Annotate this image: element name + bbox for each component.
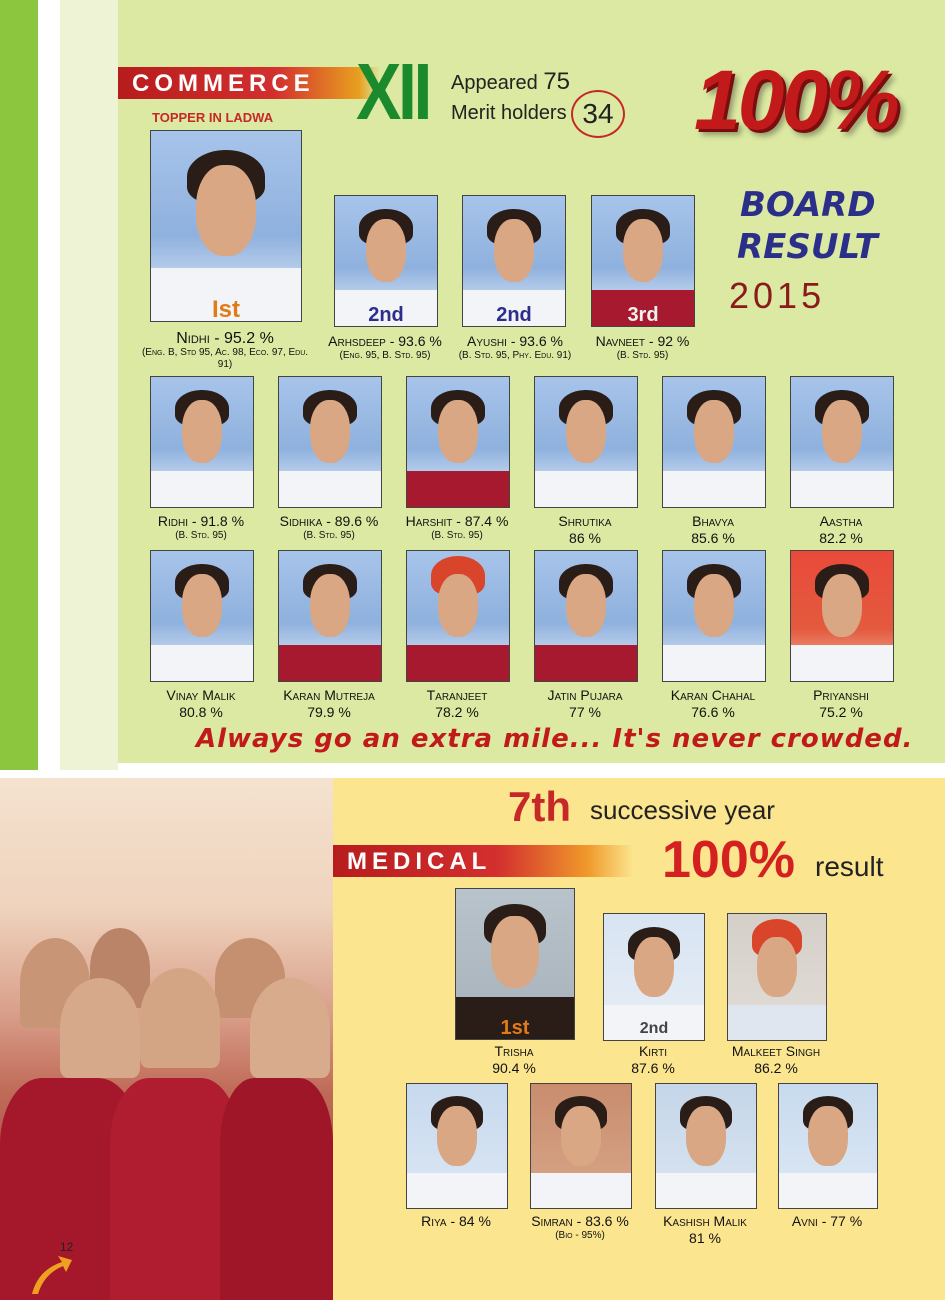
student-caption: Riya - 84 % bbox=[421, 1213, 491, 1229]
student-photo bbox=[334, 195, 438, 327]
student-caption: Malkeet Singh 86.2 % bbox=[731, 1043, 821, 1076]
student-caption: Ridhi - 91.8 % (B. Std. 95) bbox=[157, 513, 245, 541]
student-caption: Jatin Pujara 77 % bbox=[547, 687, 623, 720]
rank-badge: 2nd bbox=[639, 1020, 669, 1037]
year-label: 2015 bbox=[729, 275, 826, 316]
student-caption: Taranjeet 78.2 % bbox=[426, 687, 488, 720]
class-xii-label: XII bbox=[356, 47, 429, 136]
hundred-percent-label: 100% bbox=[662, 831, 795, 889]
arrow-icon bbox=[28, 1250, 76, 1298]
slogan: Always go an extra mile... It's never crowded. bbox=[196, 724, 914, 754]
result-word: result bbox=[815, 851, 884, 882]
student-photo bbox=[530, 1083, 632, 1209]
student-caption: Bhavya 85.6 % bbox=[691, 513, 735, 546]
student-caption: Navneet - 92 % (B. Std. 95) bbox=[595, 333, 690, 361]
student-caption: Simran - 83.6 % (Bio - 95%) bbox=[531, 1213, 629, 1241]
group-photo bbox=[0, 778, 333, 1300]
student-photo bbox=[534, 376, 638, 508]
page-number: 12 bbox=[60, 1240, 74, 1254]
green-side-strip bbox=[0, 0, 38, 770]
student-photo bbox=[150, 550, 254, 682]
medical-banner bbox=[333, 845, 633, 877]
hundred-percent-logo: 100% bbox=[694, 53, 897, 147]
result-label: RESULT bbox=[737, 227, 878, 267]
medical-banner-label: MEDICAL bbox=[347, 848, 492, 875]
student-photo bbox=[455, 888, 575, 1040]
student-caption: Sidhika - 89.6 % (B. Std. 95) bbox=[279, 513, 379, 541]
student-photo bbox=[406, 376, 510, 508]
appeared-stat bbox=[451, 68, 570, 96]
student-caption: Arhsdeep - 93.6 % (Eng. 95, B. Std. 95) bbox=[328, 333, 442, 361]
student-caption: Aastha 82.2 % bbox=[819, 513, 863, 546]
successive-year-label: successive year bbox=[590, 795, 775, 825]
student-caption: Kirti 87.6 % bbox=[631, 1043, 675, 1076]
student-photo bbox=[790, 376, 894, 508]
rank-badge: 3rd bbox=[627, 304, 659, 326]
student-caption: Shrutika 86 % bbox=[558, 513, 612, 546]
student-photo bbox=[406, 550, 510, 682]
merit-label: Merit holders bbox=[451, 102, 567, 124]
student-caption: Avni - 77 % bbox=[791, 1213, 863, 1229]
seventh-label: 7th bbox=[508, 783, 571, 830]
appeared-label: Appeared bbox=[451, 72, 538, 94]
student-photo bbox=[150, 376, 254, 508]
rank-badge: 2nd bbox=[368, 304, 404, 326]
student-caption: Karan Chahal 76.6 % bbox=[670, 687, 756, 720]
student-photo bbox=[603, 913, 705, 1041]
student-photo bbox=[790, 550, 894, 682]
student-caption: Priyanshi 75.2 % bbox=[813, 687, 869, 720]
rank-badge: 2nd bbox=[496, 304, 532, 326]
student-photo bbox=[150, 130, 302, 322]
student-caption: Kashish Malik 81 % bbox=[663, 1213, 747, 1246]
student-caption: Harshit - 87.4 % (B. Std. 95) bbox=[405, 513, 509, 541]
merit-value: 34 bbox=[571, 90, 625, 138]
rank-badge: 1st bbox=[500, 1017, 530, 1039]
appeared-value: 75 bbox=[543, 68, 571, 95]
student-caption: Karan Mutreja 79.9 % bbox=[283, 687, 375, 720]
board-label: BOARD bbox=[740, 185, 876, 225]
student-photo bbox=[727, 913, 827, 1041]
white-side-strip bbox=[38, 0, 60, 770]
student-photo bbox=[278, 376, 382, 508]
topper-label: TOPPER IN LADWA bbox=[152, 110, 274, 125]
commerce-banner bbox=[118, 67, 380, 99]
student-photo bbox=[662, 550, 766, 682]
student-photo bbox=[778, 1083, 878, 1209]
student-caption: Vinay Malik 80.8 % bbox=[166, 687, 236, 720]
pale-side-strip bbox=[60, 0, 118, 770]
student-photo bbox=[655, 1083, 757, 1209]
student-caption: Nidhi - 95.2 % (Eng. B, Std 95, Ac. 98, Eco. 97, Edu. 91) bbox=[141, 330, 309, 370]
student-photo bbox=[662, 376, 766, 508]
student-photo bbox=[462, 195, 566, 327]
commerce-banner-label: COMMERCE bbox=[132, 70, 315, 97]
student-photo bbox=[278, 550, 382, 682]
student-caption: Trisha 90.4 % bbox=[492, 1043, 536, 1076]
student-photo bbox=[534, 550, 638, 682]
student-photo bbox=[591, 195, 695, 327]
student-photo bbox=[406, 1083, 508, 1209]
rank-badge: Ist bbox=[211, 296, 240, 322]
student-caption: Ayushi - 93.6 % (B. Std. 95, Phy. Edu. 91) bbox=[458, 333, 572, 361]
